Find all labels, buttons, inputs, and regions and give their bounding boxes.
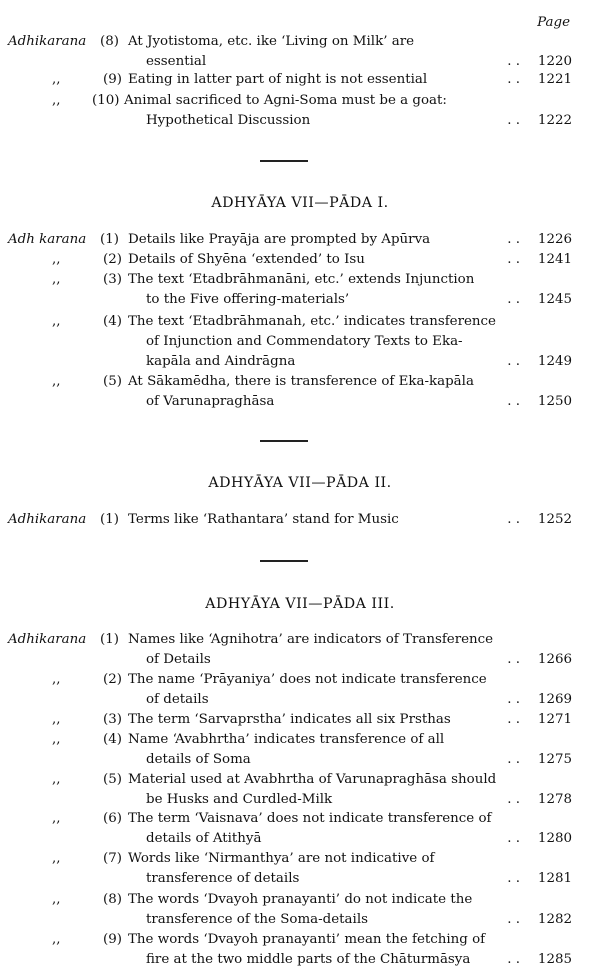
entry-page-number: 1241 bbox=[537, 252, 572, 267]
entry-text-line: The words ‘Dvayoh pranayanti’ do not indicate the bbox=[128, 892, 473, 907]
entry-page-number: 1275 bbox=[537, 752, 572, 767]
section-heading: ADHYĀYA VII—PĀDA II. bbox=[208, 475, 392, 491]
entry-number: (1) bbox=[100, 512, 119, 527]
entry-text-line: At Sākamēdha, there is transference of Eka-kapāla bbox=[128, 374, 474, 389]
toc-entry bbox=[0, 312, 600, 372]
entry-page-number: 1226 bbox=[537, 232, 572, 247]
page-column-label: Page bbox=[537, 15, 570, 30]
entry-label: ,, bbox=[52, 851, 61, 866]
toc-entry bbox=[0, 270, 600, 310]
leader-dots: . . bbox=[507, 54, 520, 69]
leader-dots: . . bbox=[507, 252, 520, 267]
entry-label: Adhikarana bbox=[8, 512, 87, 527]
entry-label: ,, bbox=[52, 772, 61, 787]
entry-label: Adhikarana bbox=[8, 34, 87, 49]
toc-entry bbox=[0, 710, 600, 730]
entry-number: (5) bbox=[103, 772, 122, 787]
entry-page-number: 1220 bbox=[537, 54, 572, 69]
entry-text-line: Words like ‘Nirmanthya’ are not indicative of bbox=[128, 851, 435, 866]
leader-dots: . . bbox=[507, 72, 520, 87]
leader-dots: . . bbox=[507, 912, 520, 927]
entry-number: (5) bbox=[103, 374, 122, 389]
entry-text-line: be Husks and Curdled-Milk bbox=[146, 792, 333, 807]
toc-entry bbox=[0, 510, 600, 530]
toc-entry bbox=[0, 809, 600, 849]
entry-text-line: of Varunapraghāsa bbox=[146, 394, 275, 409]
entry-page-number: 1249 bbox=[537, 354, 572, 369]
entry-text-line: At Jyotistoma, etc. ike ‘Living on Milk’ are bbox=[128, 34, 415, 49]
leader-dots: . . bbox=[507, 792, 520, 807]
toc-entry bbox=[0, 730, 600, 770]
entry-number: (8) bbox=[100, 34, 119, 49]
entry-page-number: 1221 bbox=[537, 72, 572, 87]
entry-page-number: 1269 bbox=[537, 692, 572, 707]
toc-entry bbox=[0, 230, 600, 250]
entry-page-number: 1271 bbox=[537, 712, 572, 727]
leader-dots: . . bbox=[507, 692, 520, 707]
entry-text-line: transference of the Soma-details bbox=[146, 912, 368, 927]
section-divider bbox=[260, 440, 308, 442]
leader-dots: . . bbox=[507, 871, 520, 886]
entry-number: (7) bbox=[103, 851, 122, 866]
entry-text-line: details of Atithyā bbox=[146, 831, 262, 846]
entry-page-number: 1285 bbox=[537, 952, 572, 967]
entry-number: (10) bbox=[92, 93, 120, 108]
section-divider bbox=[260, 560, 308, 562]
entry-label: ,, bbox=[52, 732, 61, 747]
toc-entry bbox=[0, 930, 600, 970]
toc-entry bbox=[0, 670, 600, 710]
entry-number: (4) bbox=[103, 732, 122, 747]
entry-text-line: Eating in latter part of night is not essential bbox=[128, 72, 428, 87]
entry-label: Adh karana bbox=[8, 232, 87, 247]
entry-number: (2) bbox=[103, 252, 122, 267]
entry-text-line: The name ‘Prāyaniya’ does not indicate transference bbox=[128, 672, 487, 687]
entry-text-line: Material used at Avabhrtha of Varunapraghāsa should bbox=[128, 772, 497, 787]
toc-entry bbox=[0, 630, 600, 670]
toc-entry bbox=[0, 32, 600, 72]
leader-dots: . . bbox=[507, 831, 520, 846]
entry-text-line: transference of details bbox=[146, 871, 300, 886]
leader-dots: . . bbox=[507, 394, 520, 409]
entry-text-line: The text ‘Etadbrāhmanah, etc.’ indicates transference bbox=[128, 314, 496, 329]
entry-text-line: Hypothetical Discussion bbox=[146, 113, 311, 128]
entry-label: ,, bbox=[52, 811, 61, 826]
leader-dots: . . bbox=[507, 232, 520, 247]
entry-text-line: of Details bbox=[146, 652, 211, 667]
entry-page-number: 1278 bbox=[537, 792, 572, 807]
entry-text-line: The term ‘Vaisnava’ does not indicate transference of bbox=[128, 811, 492, 826]
entry-label: ,, bbox=[52, 374, 61, 389]
entry-number: (1) bbox=[100, 232, 119, 247]
leader-dots: . . bbox=[507, 292, 520, 307]
entry-number: (6) bbox=[103, 811, 122, 826]
section-heading: ADHYĀYA VII—PĀDA III. bbox=[205, 596, 395, 612]
toc-entry bbox=[0, 849, 600, 889]
entry-text-line: of details bbox=[146, 692, 209, 707]
entry-number: (8) bbox=[103, 892, 122, 907]
leader-dots: . . bbox=[507, 512, 520, 527]
entry-label: ,, bbox=[52, 892, 61, 907]
leader-dots: . . bbox=[507, 113, 520, 128]
entry-page-number: 1280 bbox=[537, 831, 572, 846]
entry-text-line: details of Soma bbox=[146, 752, 251, 767]
leader-dots: . . bbox=[507, 952, 520, 967]
entry-number: (4) bbox=[103, 314, 122, 329]
entry-text-line: Terms like ‘Rathantara’ stand for Music bbox=[128, 512, 399, 527]
entry-number: (2) bbox=[103, 672, 122, 687]
entry-number: (9) bbox=[103, 932, 122, 947]
entry-page-number: 1222 bbox=[537, 113, 572, 128]
leader-dots: . . bbox=[507, 752, 520, 767]
entry-page-number: 1282 bbox=[537, 912, 572, 927]
entry-number: (3) bbox=[103, 272, 122, 287]
entry-label: ,, bbox=[52, 712, 61, 727]
entry-text-line: Details like Prayāja are prompted by Apūrva bbox=[128, 232, 431, 247]
entry-number: (3) bbox=[103, 712, 122, 727]
entry-page-number: 1245 bbox=[537, 292, 572, 307]
entry-number: (1) bbox=[100, 632, 119, 647]
entry-text-line: of Injunction and Commendatory Texts to Eka- bbox=[146, 334, 463, 349]
entry-text-line: Name ‘Avabhrtha’ indicates transference of all bbox=[128, 732, 445, 747]
entry-label: ,, bbox=[52, 672, 61, 687]
entry-page-number: 1281 bbox=[537, 871, 572, 886]
entry-page-number: 1252 bbox=[537, 512, 572, 527]
leader-dots: . . bbox=[507, 354, 520, 369]
entry-label: ,, bbox=[52, 252, 61, 267]
entry-text-line: to the Five offering-materials’ bbox=[146, 292, 350, 307]
leader-dots: . . bbox=[507, 652, 520, 667]
toc-entry bbox=[0, 890, 600, 930]
toc-entry bbox=[0, 770, 600, 810]
section-divider bbox=[260, 160, 308, 162]
entry-label: ,, bbox=[52, 314, 61, 329]
section-heading: ADHYĀYA VII—PĀDA I. bbox=[211, 195, 389, 211]
entry-text-line: kapāla and Aindrāgna bbox=[146, 354, 296, 369]
entry-label: ,, bbox=[52, 932, 61, 947]
toc-entry bbox=[0, 250, 600, 270]
leader-dots: . . bbox=[507, 712, 520, 727]
entry-text-line: fire at the two middle parts of the Chāturmāsya bbox=[146, 952, 471, 967]
entry-text-line: The term ‘Sarvaprstha’ indicates all six Prsthas bbox=[128, 712, 451, 727]
entry-label: ,, bbox=[52, 93, 61, 108]
entry-page-number: 1250 bbox=[537, 394, 572, 409]
entry-label: ,, bbox=[52, 72, 61, 87]
toc-entry bbox=[0, 70, 600, 90]
entry-label: Adhikarana bbox=[8, 632, 87, 647]
entry-text-line: Details of Shyēna ‘extended’ to Isu bbox=[128, 252, 365, 267]
entry-text-line: The text ‘Etadbrāhmanāni, etc.’ extends Injunction bbox=[128, 272, 475, 287]
entry-page-number: 1266 bbox=[537, 652, 572, 667]
toc-entry bbox=[0, 372, 600, 412]
entry-text-line: essential bbox=[146, 54, 207, 69]
entry-label: ,, bbox=[52, 272, 61, 287]
entry-text-line: Animal sacrificed to Agni-Soma must be a goat: bbox=[124, 93, 447, 108]
entry-number: (9) bbox=[103, 72, 122, 87]
toc-entry bbox=[0, 91, 600, 131]
entry-text-line: Names like ‘Agnihotra’ are indicators of Transference bbox=[128, 632, 494, 647]
entry-text-line: The words ‘Dvayoh pranayanti’ mean the fetching of bbox=[128, 932, 486, 947]
